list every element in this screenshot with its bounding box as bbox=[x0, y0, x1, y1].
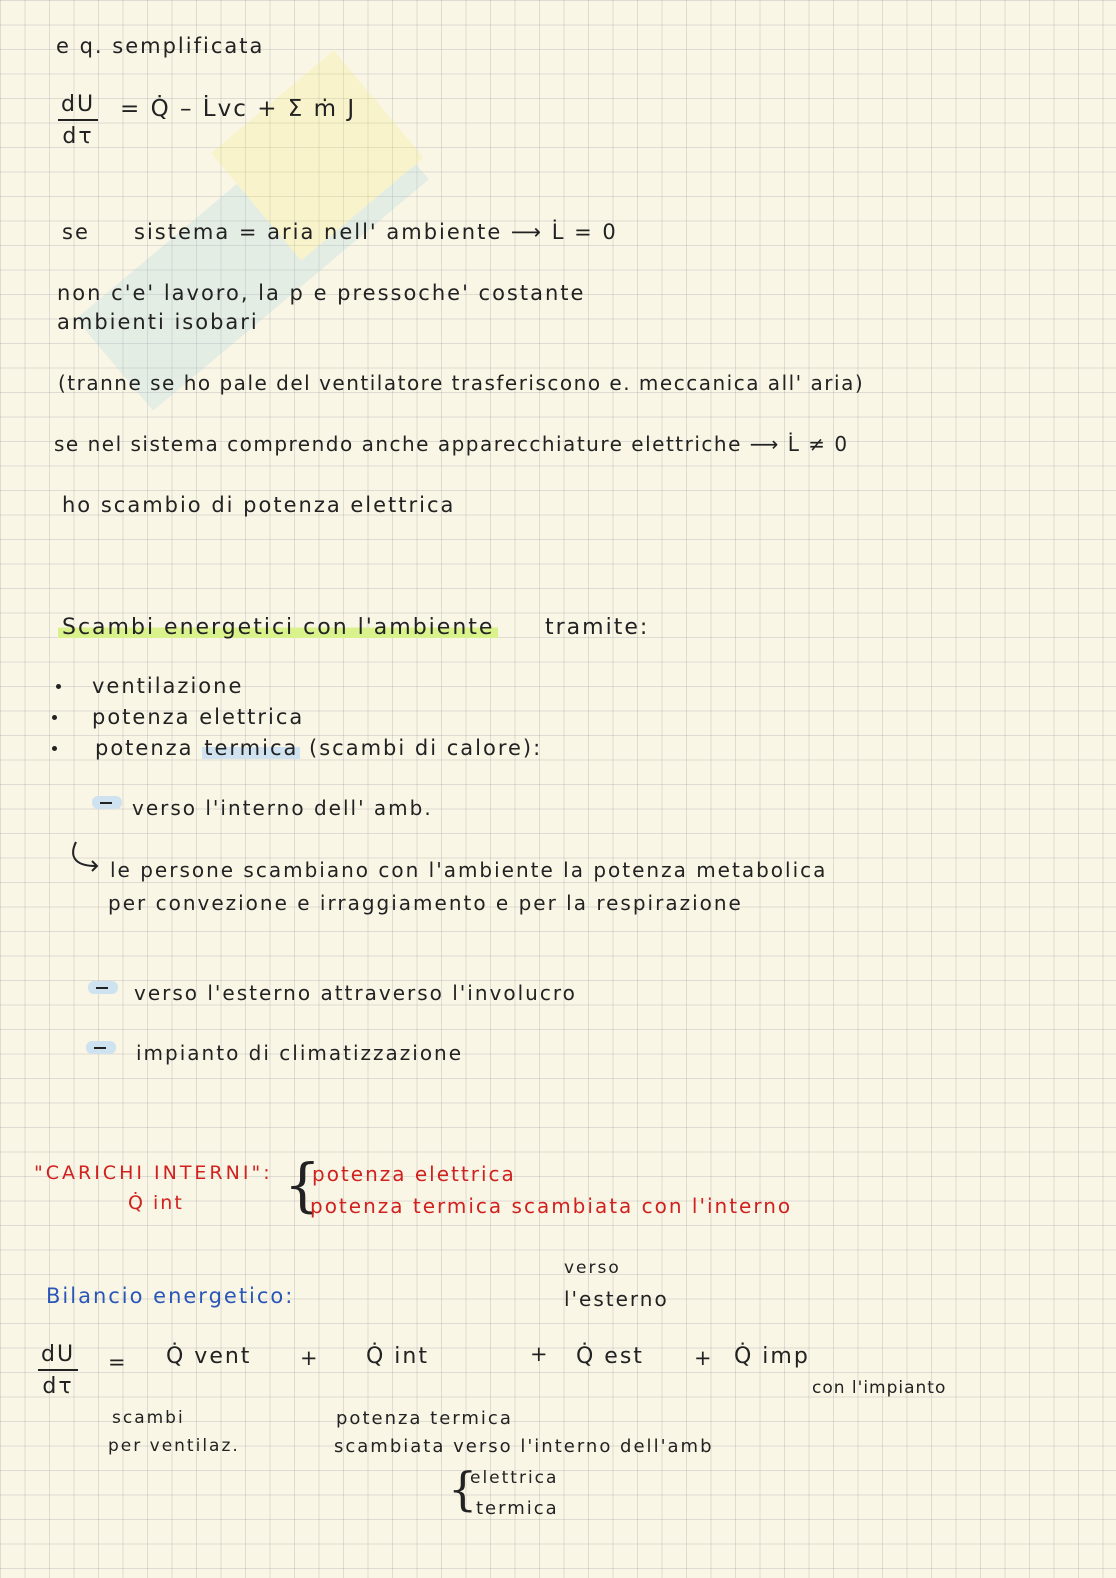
bullet-dot bbox=[52, 715, 57, 720]
line-non-lavoro: non c'e' lavoro, la p e pressoche' costante bbox=[57, 281, 586, 305]
line-isobari: ambienti isobari bbox=[57, 310, 259, 334]
line-sistema: sistema = aria nell' ambiente ⟶ L̇ = 0 bbox=[134, 220, 618, 244]
bullet-dot bbox=[52, 746, 57, 751]
dash-marker bbox=[92, 796, 122, 809]
label-con-impianto: con l'impianto bbox=[812, 1378, 947, 1398]
note-persone-2: per convezione e irraggiamento e per la respirazione bbox=[108, 891, 743, 915]
label-elettrica: elettrica bbox=[470, 1468, 559, 1488]
label-per-ventilaz: per ventilaz. bbox=[108, 1436, 240, 1456]
heading-scambi bbox=[58, 617, 498, 639]
brace-icon: { bbox=[284, 1151, 321, 1219]
bullet-potenza-elettrica: potenza elettrica bbox=[92, 705, 305, 729]
bullet-ventilazione: ventilazione bbox=[92, 674, 244, 698]
label-verso: verso bbox=[564, 1258, 621, 1278]
fraction-denominator: dτ bbox=[42, 1374, 74, 1399]
line-ho-scambio: ho scambio di potenza elettrica bbox=[62, 493, 456, 517]
bullet3-suffix: (scambi di calore): bbox=[309, 736, 543, 760]
term-q-int: Q̇ int bbox=[366, 1344, 429, 1369]
highlighted-heading: Scambi energetici con l'ambiente bbox=[58, 615, 498, 640]
label-termica: termica bbox=[476, 1498, 559, 1519]
carichi-title: "CARICHI INTERNI": bbox=[34, 1162, 273, 1184]
fraction-numerator: dU bbox=[58, 92, 98, 121]
bullet-potenza-termica bbox=[95, 738, 542, 759]
equation-title: e q. semplificata bbox=[56, 34, 265, 58]
bullet-dot bbox=[56, 684, 61, 689]
sub-impianto: impianto di climatizzazione bbox=[136, 1041, 464, 1065]
line-se-nel: se nel sistema comprendo anche apparecchiature elettriche ⟶ L̇ ≠ 0 bbox=[54, 432, 849, 456]
term-q-imp: Q̇ imp bbox=[734, 1344, 810, 1369]
carichi-potenza-termica: potenza termica scambiata con l'interno bbox=[310, 1194, 793, 1218]
label-scambi: scambi bbox=[112, 1408, 185, 1428]
line-se: se bbox=[62, 220, 90, 244]
sub-esterno: verso l'esterno attraverso l'involucro bbox=[134, 981, 577, 1005]
bilancio-equals: = bbox=[108, 1350, 128, 1374]
dash-marker bbox=[88, 981, 118, 994]
bullet3-prefix: potenza bbox=[95, 736, 194, 760]
carichi-potenza-elettrica: potenza elettrica bbox=[312, 1162, 516, 1186]
arrow-hook-icon bbox=[66, 840, 106, 874]
plus-sign: + bbox=[300, 1346, 320, 1370]
term-q-vent: Q̇ vent bbox=[166, 1344, 252, 1369]
plus-sign: + bbox=[694, 1346, 714, 1370]
plus-sign: + bbox=[530, 1342, 550, 1366]
carichi-symbol: Q̇ int bbox=[128, 1192, 184, 1214]
label-esterno: l'esterno bbox=[564, 1287, 669, 1311]
label-scambiata-interno: scambiata verso l'interno dell'amb bbox=[334, 1436, 714, 1457]
line-tranne: (tranne se ho pale del ventilatore trasferiscono e. meccanica all' aria) bbox=[58, 371, 865, 395]
sub-interno: verso l'interno dell' amb. bbox=[132, 796, 433, 820]
bullet3-highlight: termica bbox=[204, 736, 299, 760]
fraction-numerator: dU bbox=[38, 1342, 78, 1371]
brace-icon: { bbox=[448, 1462, 478, 1516]
term-q-est: Q̇ est bbox=[576, 1344, 644, 1369]
equation-rhs: = Q̇ – L̇vc + Σ ṁ J bbox=[120, 96, 357, 122]
dash-marker bbox=[86, 1041, 116, 1054]
bilancio-title: Bilancio energetico: bbox=[46, 1284, 295, 1308]
fraction-denominator: dτ bbox=[62, 124, 94, 149]
fraction-du-dt-bilancio bbox=[38, 1342, 78, 1399]
fraction-du-dt bbox=[58, 92, 98, 149]
note-persone-1: le persone scambiano con l'ambiente la potenza metabolica bbox=[110, 858, 828, 882]
label-potenza-termica: potenza termica bbox=[336, 1408, 513, 1429]
heading-tramite: tramite: bbox=[545, 615, 650, 640]
